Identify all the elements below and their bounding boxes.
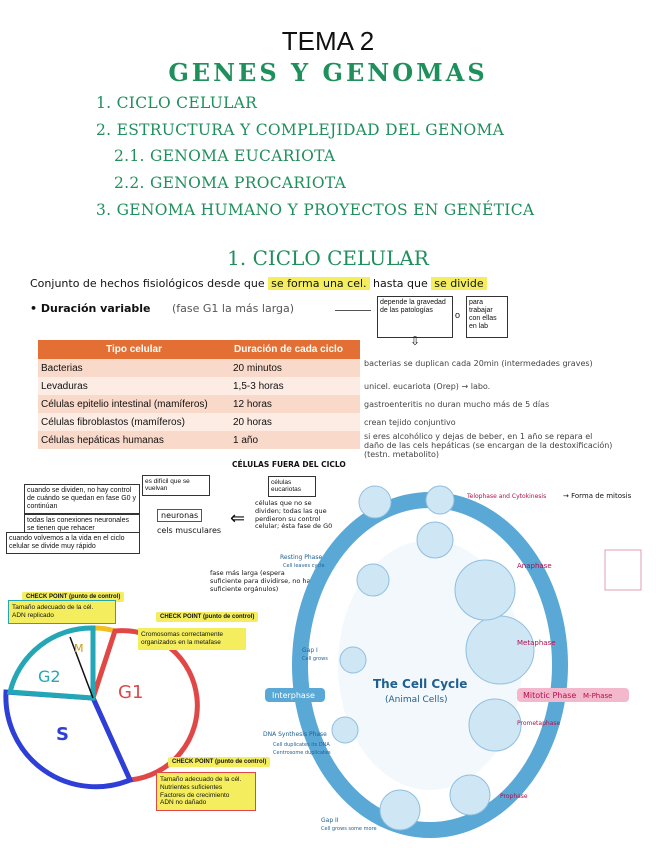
table-cell: Bacterias [38,359,230,377]
cell-icon [357,564,389,596]
metaphase-label: Metaphase [517,639,556,647]
table-header: Duración de cada ciclo [230,340,360,359]
row-note: gastroenteritis no duran mucho más de 5 días [364,400,550,409]
down-arrow-icon: ⇩ [410,334,421,348]
dna-sub: Cell duplicates its DNA [273,742,330,748]
row-note: bacterias se duplican cada 20min (intermedades graves) [364,359,593,368]
note-box: para trabajar con ellas en lab [466,296,508,338]
definition-line [30,277,487,290]
cell-icon [380,790,420,830]
table-row [38,359,360,377]
dna-sub: Centrosome duplicates [273,750,331,756]
outside-desc: células que no se dividen; todas las que perdieron su control celular; ésta fase de G0 [255,499,333,531]
table-cell: 1 año [230,431,360,449]
note-box: cuando volvemos a la vida en el ciclo celular se divide muy rápido [6,532,140,554]
dna-label: DNA Synthesis Phase [263,731,327,738]
cell-icon [426,486,454,514]
row-note: unicel. eucariota (Orep) → labo. [364,382,491,391]
toc-item: 2. ESTRUCTURA Y COMPLEJIDAD DEL GENOMA [96,121,505,139]
musculares-label: cels musculares [157,526,222,535]
table-header: Tipo celular [38,340,230,359]
table-row [38,413,360,431]
table-row [38,395,360,413]
checkpoint-item: ADN no dañado [160,799,207,807]
cell-icon [359,486,391,518]
or-symbol: o [455,310,461,320]
resting-label: Resting Phase [280,554,323,561]
table-cell: Células epitelio intestinal (mamíferos) [38,395,230,413]
cell-icon [466,616,534,684]
left-arrow-icon: ⇐ [230,508,246,528]
table-cell: 20 minutos [230,359,360,377]
telophase-label: Telophase and Cytokinesis [467,493,547,500]
toc-item: 1. CICLO CELULAR [96,94,258,112]
toc-item: 3. GENOMA HUMANO Y PROYECTOS EN GENÉTICA [96,201,535,219]
gap1-sub: Cell grows [302,656,328,662]
checkpoint-title: CHECK POINT (punto de control) [156,612,258,622]
table-row [38,377,360,395]
cell-icon [455,560,515,620]
table-row [38,431,360,449]
checkpoint-item: Tamaño adecuado de la cél. [12,604,94,611]
checkpoint-item: Tamaño adecuado de la cél. [160,776,242,783]
mitotic-label: Mitotic Phase [523,691,577,700]
note-box: cuando se dividen, no hay control de cuándo se quedan en fase G0 y continúan [24,484,140,514]
note-box: todas las conexiones neuronales se tienen que rehacer [24,514,140,536]
checkpoint-1 [8,600,116,624]
checkpoint-item: Nutrientes suficientes [160,783,223,791]
g1-label: G1 [118,682,144,703]
cell-cycle-diagram [245,480,650,845]
definition-text: hasta que [373,277,428,290]
interphase-label: Interphase [272,691,315,700]
row-note: crean tejido conjuntivo [364,418,456,427]
page-subtitle: GENES Y GENOMAS [168,58,488,87]
g1-note: fase más larga (espera suficiente para dividirse, no hay suficiente orgánulos) [210,569,315,593]
duration-label: • Duración variable [30,302,151,315]
cell-icon [340,647,366,673]
checkpoint-title: CHECK POINT (punto de control) [168,757,270,767]
row-note: si eres alcohólico y dejas de beber, en 1 año se repara el daño de las cels hepáticas (se encargan de la destoxificación) (testn. metabolito) [364,432,613,460]
checkpoint-title: CHECK POINT (punto de control) [22,592,124,602]
neuronas-label: neuronas [157,509,202,522]
checkpoint-item: Cromosomas correctamente organizados en la metafase [141,631,223,646]
cell-icon [417,522,453,558]
toc-item: 2.2. GENOMA PROCARIOTA [114,174,347,192]
note-box: depende la gravedad de las patologías [377,296,453,338]
gap2-label: Gap II [321,817,339,824]
page-title: TEMA 2 [281,26,375,56]
resting-sub: Cell leaves cycle [283,563,325,569]
outside-heading: CÉLULAS FUERA DEL CICLO [232,460,346,469]
g2-label: G2 [38,667,61,686]
cycle-title: The Cell Cycle [373,677,468,691]
m-label: M [74,642,84,655]
section-title: 1. CICLO CELULAR [227,246,429,270]
gap2-sub: Cell grows some more [321,826,377,832]
prometaphase-label: Prometaphase [517,720,561,727]
pink-frame [605,550,641,590]
toc-item: 2.1. GENOMA EUCARIOTA [114,147,336,165]
s-label: S [56,724,69,745]
note-box: es difícil que se vuelvan [142,475,210,496]
definition-text: Conjunto de hechos fisiológicos desde que [30,277,265,290]
table-cell: 1,5-3 horas [230,377,360,395]
checkpoint-item: ADN replicado [12,611,54,619]
duration-note: (fase G1 la más larga) [172,302,295,315]
checkpoint-3 [156,772,256,811]
definition-highlight: se forma una cel. [268,277,369,290]
table-cell: Células hepáticas humanas [38,431,230,449]
prophase-label: Prophase [500,793,528,800]
checkpoint-item: Factores de crecimiento [160,791,230,799]
cell-icon [469,699,521,751]
cell-icon [450,775,490,815]
telophase-note: → Forma de mitosis [563,492,632,500]
outside-sub: células eucariotas [268,476,316,497]
gap1-label: Gap I [302,647,318,654]
table-cell: Células fibroblastos (mamíferos) [38,413,230,431]
checkpoint-2 [138,628,246,650]
arrow-line [335,310,371,311]
cycle-subtitle: (Animal Cells) [385,695,448,705]
table-cell: Levaduras [38,377,230,395]
anaphase-label: Anaphase [517,562,552,570]
cell-duration-table [38,340,360,449]
table-cell: 12 horas [230,395,360,413]
table-cell: 20 horas [230,413,360,431]
definition-highlight: se divide [431,277,486,290]
mitotic-suffix: M-Phase [583,692,613,700]
cell-icon [332,717,358,743]
